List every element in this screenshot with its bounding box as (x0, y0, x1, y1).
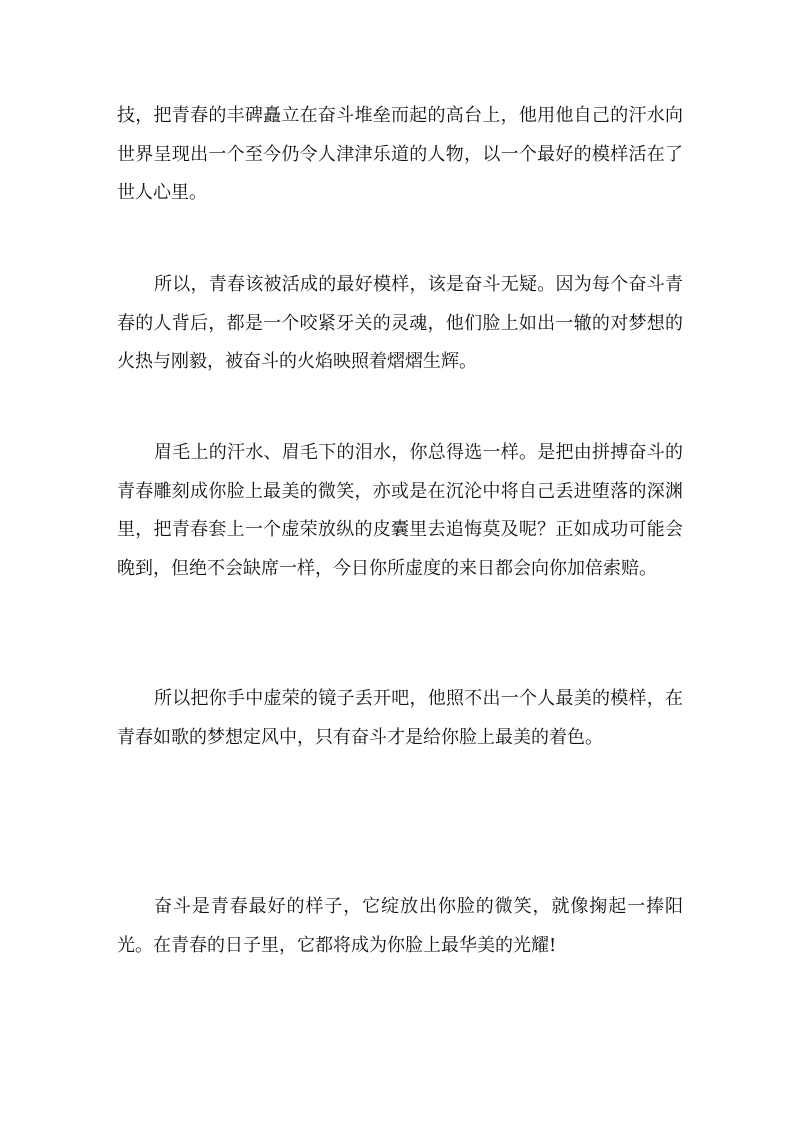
body-paragraph-2: 所以，青春该被活成的最好模样，该是奋斗无疑。因为每个奋斗青春的人背后，都是一个咬紧牙关的灵魂，他们脸上如出一辙的对梦想的火热与刚毅，被奋斗的火焰映照着熠熠生辉。 (117, 274, 683, 372)
body-paragraph-5: 奋斗是青春最好的样子，它绽放出你脸的微笑，就像掬起一捧阳光。在青春的日子里，它都将成为你脸上最华美的光耀! (117, 896, 683, 956)
body-paragraph-4: 所以把你手中虚荣的镜子丢开吧，他照不出一个人最美的模样，在青春如歌的梦想定风中，只有奋斗才是给你脸上最美的着色。 (117, 688, 683, 748)
body-paragraph-1: 技，把青春的丰碑矗立在奋斗堆垒而起的高台上，他用他自己的汗水向世界呈现出一个至今仍令人津津乐道的人物，以一个最好的模样活在了世人心里。 (117, 105, 683, 203)
body-paragraph-3: 眉毛上的汗水、眉毛下的泪水，你总得选一样。是把由拼搏奋斗的青春雕刻成你脸上最美的微笑，亦或是在沉沦中将自己丢进堕落的深渊里，把青春套上一个虚荣放纵的皮囊里去追悔莫及呢？正如成功可能会晚到，但绝不会缺席一样，今日你所虚度的来日都会向你加倍索赔。 (117, 442, 683, 579)
